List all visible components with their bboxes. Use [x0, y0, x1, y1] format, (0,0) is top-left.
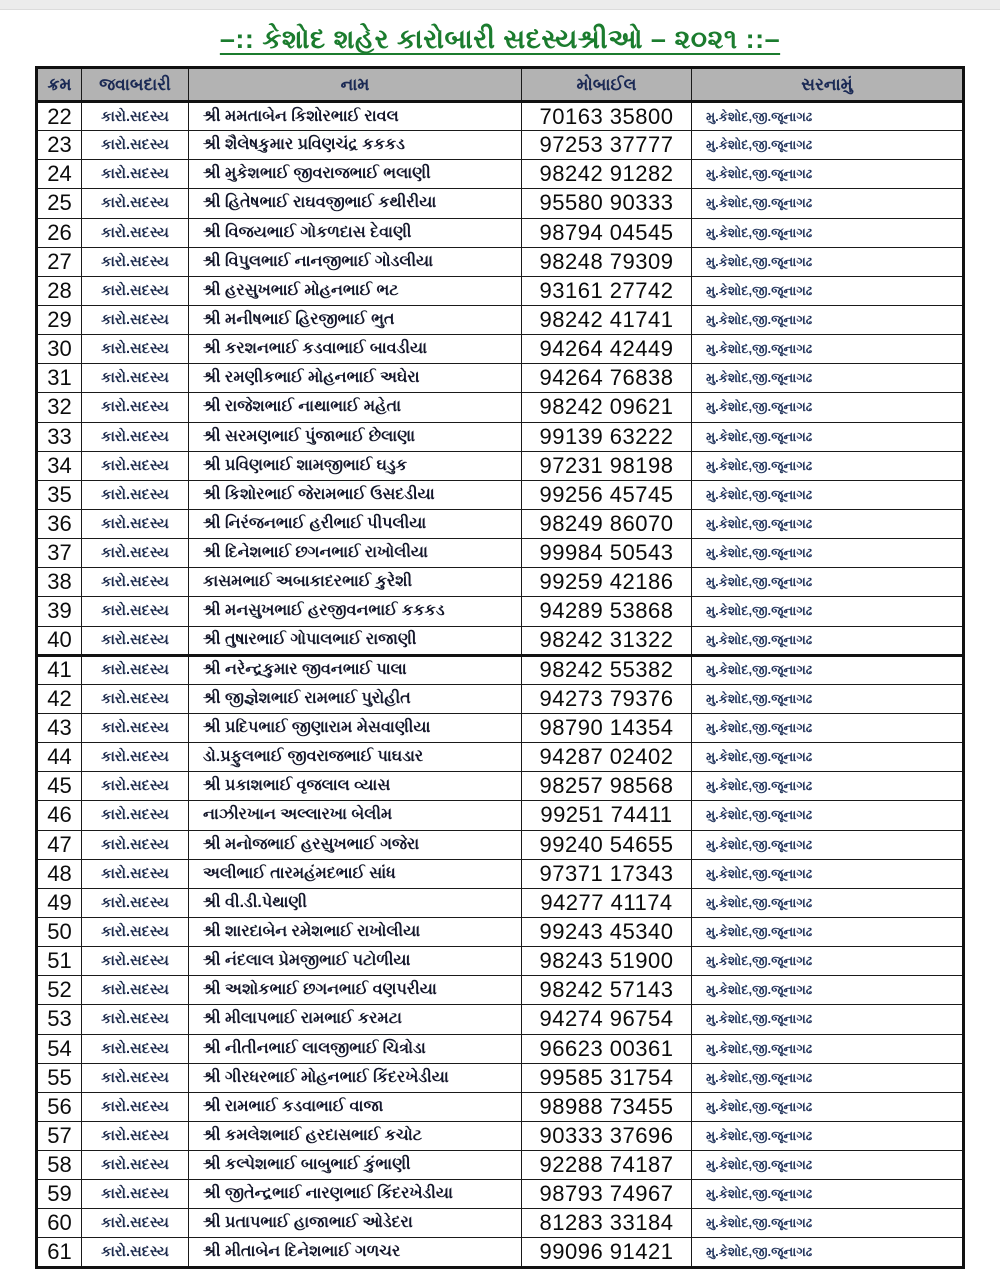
responsibility-cell: કારો.સદસ્ય — [82, 1034, 189, 1063]
table-row — [37, 1238, 964, 1267]
responsibility-cell: કારો.સદસ્ય — [82, 305, 189, 334]
address-cell: મુ.કેશોદ,જી.જૂનાગઢ — [692, 597, 964, 626]
table-row — [37, 1034, 964, 1063]
serial-number-cell: 42 — [37, 684, 82, 713]
member-name-cell: શ્રી શારદાબેન રમેશભાઈ રાખોલીયા — [189, 917, 522, 946]
mobile-number-cell: 94264 76838 — [522, 364, 692, 393]
mobile-number-cell: 90333 37696 — [522, 1121, 692, 1150]
member-name-cell: શ્રી જીજ્ઞેશભાઈ રામભાઈ પુરોહીત — [189, 684, 522, 713]
member-name-cell: શ્રી શૈલેષકુમાર પ્રવિણચંદ્ર કકકડ — [189, 131, 522, 160]
table-row — [37, 335, 964, 364]
address-cell: મુ.કેશોદ,જી.જૂનાગઢ — [692, 276, 964, 305]
serial-number-cell: 27 — [37, 247, 82, 276]
mobile-number-cell: 99259 42186 — [522, 568, 692, 597]
serial-number-cell: 56 — [37, 1092, 82, 1121]
responsibility-cell: કારો.સદસ્ય — [82, 1121, 189, 1150]
table-row — [37, 1092, 964, 1121]
serial-number-cell: 32 — [37, 393, 82, 422]
mobile-number-cell: 98790 14354 — [522, 713, 692, 742]
member-name-cell: શ્રી કમલેશભાઈ હરદાસભાઈ કચોટ — [189, 1121, 522, 1150]
serial-number-cell: 48 — [37, 859, 82, 888]
table-row — [37, 713, 964, 742]
table-row — [37, 1063, 964, 1092]
responsibility-cell: કારો.સદસ્ય — [82, 335, 189, 364]
mobile-number-cell: 98257 98568 — [522, 772, 692, 801]
mobile-number-cell: 98794 04545 — [522, 218, 692, 247]
serial-number-cell: 58 — [37, 1151, 82, 1180]
mobile-number-cell: 99096 91421 — [522, 1238, 692, 1267]
table-row — [37, 422, 964, 451]
members-table — [35, 66, 965, 1269]
member-name-cell: શ્રી મુકેશભાઈ જીવરાજભાઈ ભલાણી — [189, 160, 522, 189]
member-name-cell: શ્રી મીતાબેન દિનેશભાઈ ગળચર — [189, 1238, 522, 1267]
address-cell: મુ.કેશોદ,જી.જૂનાગઢ — [692, 480, 964, 509]
responsibility-cell: કારો.સદસ્ય — [82, 189, 189, 218]
serial-number-cell: 53 — [37, 1005, 82, 1034]
responsibility-cell: કારો.સદસ્ય — [82, 451, 189, 480]
member-name-cell: શ્રી કલ્પેશભાઈ બાબુભાઈ કુંભાણી — [189, 1151, 522, 1180]
address-cell: મુ.કેશોદ,જી.જૂનાગઢ — [692, 1092, 964, 1121]
mobile-number-cell: 98249 86070 — [522, 509, 692, 538]
table-row — [37, 1209, 964, 1238]
address-cell: મુ.કેશોદ,જી.જૂનાગઢ — [692, 1238, 964, 1267]
mobile-number-cell: 98242 09621 — [522, 393, 692, 422]
responsibility-cell: કારો.સદસ્ય — [82, 1151, 189, 1180]
address-cell: મુ.કેશોદ,જી.જૂનાગઢ — [692, 393, 964, 422]
table-row — [37, 102, 964, 131]
member-name-cell: અલીભાઈ તારમહંમદભાઈ સાંધ — [189, 859, 522, 888]
member-name-cell: શ્રી અશોકભાઈ છગનભાઈ વણપરીયા — [189, 976, 522, 1005]
table-row — [37, 393, 964, 422]
serial-number-cell: 34 — [37, 451, 82, 480]
responsibility-cell: કારો.સદસ્ય — [82, 247, 189, 276]
responsibility-cell: કારો.સદસ્ય — [82, 830, 189, 859]
address-cell: મુ.કેશોદ,જી.જૂનાગઢ — [692, 655, 964, 684]
mobile-number-cell: 98242 57143 — [522, 976, 692, 1005]
member-name-cell: શ્રી મમતાબેન કિશોરભાઈ રાવલ — [189, 102, 522, 131]
address-cell: મુ.કેશોદ,જી.જૂનાગઢ — [692, 976, 964, 1005]
serial-number-cell: 55 — [37, 1063, 82, 1092]
member-name-cell: ડો.પ્રફુલભાઈ જીવરાજભાઈ પાઘડાર — [189, 743, 522, 772]
member-name-cell: શ્રી નીતીનભાઈ લાલજીભાઈ ચિત્રોડા — [189, 1034, 522, 1063]
mobile-number-cell: 99243 45340 — [522, 917, 692, 946]
serial-number-cell: 41 — [37, 655, 82, 684]
member-name-cell: શ્રી વિપુલભાઈ નાનજીભાઈ ગોડલીયા — [189, 247, 522, 276]
member-name-cell: શ્રી રાજેશભાઈ નાથાભાઈ મહેતા — [189, 393, 522, 422]
responsibility-cell: કારો.સદસ્ય — [82, 947, 189, 976]
mobile-number-cell: 99240 54655 — [522, 830, 692, 859]
serial-number-cell: 44 — [37, 743, 82, 772]
mobile-number-cell: 98242 55382 — [522, 655, 692, 684]
responsibility-cell: કારો.સદસ્ય — [82, 539, 189, 568]
address-cell: મુ.કેશોદ,જી.જૂનાગઢ — [692, 1121, 964, 1150]
mobile-number-cell: 92288 74187 — [522, 1151, 692, 1180]
serial-number-cell: 30 — [37, 335, 82, 364]
address-cell: મુ.કેશોદ,જી.જૂનાગઢ — [692, 335, 964, 364]
address-cell: મુ.કેશોદ,જી.જૂનાગઢ — [692, 568, 964, 597]
member-name-cell: શ્રી રમણીકભાઈ મોહનભાઈ અઘેરા — [189, 364, 522, 393]
serial-number-cell: 26 — [37, 218, 82, 247]
address-cell: મુ.કેશોદ,જી.જૂનાગઢ — [692, 1209, 964, 1238]
table-row — [37, 276, 964, 305]
address-cell: મુ.કેશોદ,જી.જૂનાગઢ — [692, 743, 964, 772]
header-name: નામ — [189, 68, 522, 102]
table-row — [37, 626, 964, 655]
table-row — [37, 743, 964, 772]
address-cell: મુ.કેશોદ,જી.જૂનાગઢ — [692, 364, 964, 393]
header-responsibility: જવાબદારી — [82, 68, 189, 102]
member-name-cell: શ્રી પ્રકાશભાઈ વૃજલાલ વ્યાસ — [189, 772, 522, 801]
header-mobile: મોબાઈલ — [522, 68, 692, 102]
responsibility-cell: કારો.સદસ્ય — [82, 131, 189, 160]
serial-number-cell: 33 — [37, 422, 82, 451]
table-row — [37, 859, 964, 888]
mobile-number-cell: 97371 17343 — [522, 859, 692, 888]
member-name-cell: શ્રી વી.ડી.પેથાણી — [189, 888, 522, 917]
responsibility-cell: કારો.સદસ્ય — [82, 1092, 189, 1121]
window-top-strip — [0, 0, 1000, 10]
table-row — [37, 917, 964, 946]
serial-number-cell: 23 — [37, 131, 82, 160]
member-name-cell: શ્રી નિરંજનભાઈ હરીભાઈ પીપલીયા — [189, 509, 522, 538]
address-cell: મુ.કેશોદ,જી.જૂનાગઢ — [692, 422, 964, 451]
table-row — [37, 1005, 964, 1034]
serial-number-cell: 24 — [37, 160, 82, 189]
address-cell: મુ.કેશોદ,જી.જૂનાગઢ — [692, 830, 964, 859]
table-row — [37, 976, 964, 1005]
mobile-number-cell: 94287 02402 — [522, 743, 692, 772]
mobile-number-cell: 97253 37777 — [522, 131, 692, 160]
address-cell: મુ.કેશોદ,જી.જૂનાગઢ — [692, 247, 964, 276]
member-name-cell: શ્રી કિશોરભાઈ જેરામભાઈ ઉસદડીયા — [189, 480, 522, 509]
member-name-cell: શ્રી સરમણભાઈ પુંજાભાઈ છેલાણા — [189, 422, 522, 451]
responsibility-cell: કારો.સદસ્ય — [82, 1238, 189, 1267]
table-header-row — [37, 68, 964, 102]
serial-number-cell: 51 — [37, 947, 82, 976]
table-row — [37, 218, 964, 247]
table-row — [37, 830, 964, 859]
table-row — [37, 1180, 964, 1209]
responsibility-cell: કારો.સદસ્ય — [82, 743, 189, 772]
responsibility-cell: કારો.સદસ્ય — [82, 509, 189, 538]
mobile-number-cell: 98793 74967 — [522, 1180, 692, 1209]
responsibility-cell: કારો.સદસ્ય — [82, 888, 189, 917]
serial-number-cell: 57 — [37, 1121, 82, 1150]
table-row — [37, 539, 964, 568]
responsibility-cell: કારો.સદસ્ય — [82, 655, 189, 684]
member-name-cell: નાઝીરખાન અલ્લારખા બેલીમ — [189, 801, 522, 830]
mobile-number-cell: 81283 33184 — [522, 1209, 692, 1238]
mobile-number-cell: 99139 63222 — [522, 422, 692, 451]
address-cell: મુ.કેશોદ,જી.જૂનાગઢ — [692, 772, 964, 801]
serial-number-cell: 59 — [37, 1180, 82, 1209]
table-row — [37, 160, 964, 189]
mobile-number-cell: 95580 90333 — [522, 189, 692, 218]
address-cell: મુ.કેશોદ,જી.જૂનાગઢ — [692, 509, 964, 538]
table-row — [37, 189, 964, 218]
address-cell: મુ.કેશોદ,જી.જૂનાગઢ — [692, 539, 964, 568]
address-cell: મુ.કેશોદ,જી.જૂનાગઢ — [692, 160, 964, 189]
address-cell: મુ.કેશોદ,જી.જૂનાગઢ — [692, 218, 964, 247]
member-name-cell: શ્રી પ્રતાપભાઈ હાજાભાઈ ઓડેદરા — [189, 1209, 522, 1238]
mobile-number-cell: 97231 98198 — [522, 451, 692, 480]
responsibility-cell: કારો.સદસ્ય — [82, 597, 189, 626]
address-cell: મુ.કેશોદ,જી.જૂનાગઢ — [692, 1180, 964, 1209]
address-cell: મુ.કેશોદ,જી.જૂનાગઢ — [692, 859, 964, 888]
address-cell: મુ.કેશોદ,જી.જૂનાગઢ — [692, 626, 964, 655]
member-name-cell: શ્રી મનસુખભાઈ હરજીવનભાઈ કકકડ — [189, 597, 522, 626]
member-name-cell: શ્રી કરશનભાઈ કડવાભાઈ બાવડીયા — [189, 335, 522, 364]
serial-number-cell: 50 — [37, 917, 82, 946]
member-name-cell: શ્રી જીતેન્દ્રભાઈ નારણભાઈ કિંદરખેડીયા — [189, 1180, 522, 1209]
serial-number-cell: 52 — [37, 976, 82, 1005]
table-row — [37, 480, 964, 509]
mobile-number-cell: 94264 42449 — [522, 335, 692, 364]
responsibility-cell: કારો.સદસ્ય — [82, 218, 189, 247]
serial-number-cell: 60 — [37, 1209, 82, 1238]
mobile-number-cell: 94274 96754 — [522, 1005, 692, 1034]
responsibility-cell: કારો.સદસ્ય — [82, 859, 189, 888]
mobile-number-cell: 99984 50543 — [522, 539, 692, 568]
serial-number-cell: 45 — [37, 772, 82, 801]
member-name-cell: શ્રી હરસુખભાઈ મોહનભાઈ ભટ — [189, 276, 522, 305]
serial-number-cell: 40 — [37, 626, 82, 655]
table-row — [37, 684, 964, 713]
mobile-number-cell: 98242 41741 — [522, 305, 692, 334]
member-name-cell: શ્રી ગીરધરભાઈ મોહનભાઈ કિંદરખેડીયા — [189, 1063, 522, 1092]
table-row — [37, 888, 964, 917]
responsibility-cell: કારો.સદસ્ય — [82, 480, 189, 509]
table-row — [37, 1121, 964, 1150]
mobile-number-cell: 94289 53868 — [522, 597, 692, 626]
serial-number-cell: 28 — [37, 276, 82, 305]
serial-number-cell: 49 — [37, 888, 82, 917]
mobile-number-cell: 99256 45745 — [522, 480, 692, 509]
member-name-cell: શ્રી દિનેશભાઈ છગનભાઈ રાખોલીયા — [189, 539, 522, 568]
table-row — [37, 655, 964, 684]
member-name-cell: શ્રી નરેન્દ્રકુમાર જીવનભાઈ પાલા — [189, 655, 522, 684]
address-cell: મુ.કેશોદ,જી.જૂનાગઢ — [692, 1005, 964, 1034]
address-cell: મુ.કેશોદ,જી.જૂનાગઢ — [692, 451, 964, 480]
responsibility-cell: કારો.સદસ્ય — [82, 626, 189, 655]
mobile-number-cell: 98242 91282 — [522, 160, 692, 189]
responsibility-cell: કારો.સદસ્ય — [82, 102, 189, 131]
table-row — [37, 364, 964, 393]
serial-number-cell: 31 — [37, 364, 82, 393]
mobile-number-cell: 70163 35800 — [522, 102, 692, 131]
address-cell: મુ.કેશોદ,જી.જૂનાગઢ — [692, 801, 964, 830]
responsibility-cell: કારો.સદસ્ય — [82, 772, 189, 801]
member-name-cell: શ્રી મીલાપભાઈ રામભાઈ કરમટા — [189, 1005, 522, 1034]
responsibility-cell: કારો.સદસ્ય — [82, 801, 189, 830]
header-serial: ક્રમ — [37, 68, 82, 102]
table-row — [37, 305, 964, 334]
address-cell: મુ.કેશોદ,જી.જૂનાગઢ — [692, 947, 964, 976]
table-row — [37, 772, 964, 801]
member-name-cell: કાસમભાઈ અબાકાદરભાઈ કુરેશી — [189, 568, 522, 597]
address-cell: મુ.કેશોદ,જી.જૂનાગઢ — [692, 131, 964, 160]
mobile-number-cell: 99251 74411 — [522, 801, 692, 830]
address-cell: મુ.કેશોદ,જી.જૂનાગઢ — [692, 917, 964, 946]
responsibility-cell: કારો.સદસ્ય — [82, 976, 189, 1005]
serial-number-cell: 35 — [37, 480, 82, 509]
serial-number-cell: 38 — [37, 568, 82, 597]
mobile-number-cell: 98242 31322 — [522, 626, 692, 655]
address-cell: મુ.કેશોદ,જી.જૂનાગઢ — [692, 713, 964, 742]
table-row — [37, 947, 964, 976]
address-cell: મુ.કેશોદ,જી.જૂનાગઢ — [692, 684, 964, 713]
serial-number-cell: 29 — [37, 305, 82, 334]
mobile-number-cell: 98248 79309 — [522, 247, 692, 276]
member-name-cell: શ્રી હિતેષભાઈ રાઘવજીભાઈ કથીરીયા — [189, 189, 522, 218]
responsibility-cell: કારો.સદસ્ય — [82, 160, 189, 189]
table-row — [37, 451, 964, 480]
page-title: –:: કેશોદ શહેર કારોબારી સદસ્યશ્રીઓ – ૨૦૨૧ ::– — [219, 24, 781, 54]
serial-number-cell: 46 — [37, 801, 82, 830]
member-name-cell: શ્રી રામભાઈ કડવાભાઈ વાજા — [189, 1092, 522, 1121]
responsibility-cell: કારો.સદસ્ય — [82, 393, 189, 422]
mobile-number-cell: 93161 27742 — [522, 276, 692, 305]
member-name-cell: શ્રી પ્રદિપભાઈ જીણારામ મેસવાણીયા — [189, 713, 522, 742]
member-name-cell: શ્રી તુષારભાઈ ગોપાલભાઈ રાજાણી — [189, 626, 522, 655]
responsibility-cell: કારો.સદસ્ય — [82, 1180, 189, 1209]
table-row — [37, 568, 964, 597]
table-row — [37, 247, 964, 276]
member-name-cell: શ્રી વિજયભાઈ ગોકળદાસ દેવાણી — [189, 218, 522, 247]
mobile-number-cell: 96623 00361 — [522, 1034, 692, 1063]
serial-number-cell: 61 — [37, 1238, 82, 1267]
address-cell: મુ.કેશોદ,જી.જૂનાગઢ — [692, 888, 964, 917]
serial-number-cell: 43 — [37, 713, 82, 742]
member-name-cell: શ્રી મનીષભાઈ હિરજીભાઈ ભુત — [189, 305, 522, 334]
table-row — [37, 509, 964, 538]
responsibility-cell: કારો.સદસ્ય — [82, 568, 189, 597]
address-cell: મુ.કેશોદ,જી.જૂનાગઢ — [692, 189, 964, 218]
serial-number-cell: 39 — [37, 597, 82, 626]
mobile-number-cell: 99585 31754 — [522, 1063, 692, 1092]
address-cell: મુ.કેશોદ,જી.જૂનાગઢ — [692, 305, 964, 334]
responsibility-cell: કારો.સદસ્ય — [82, 917, 189, 946]
header-address: સરનામું — [692, 68, 964, 102]
member-name-cell: શ્રી મનોજભાઈ હરસુખભાઈ ગજેરા — [189, 830, 522, 859]
serial-number-cell: 54 — [37, 1034, 82, 1063]
table-row — [37, 801, 964, 830]
member-name-cell: શ્રી પ્રવિણભાઈ શામજીભાઈ ઘડુક — [189, 451, 522, 480]
serial-number-cell: 47 — [37, 830, 82, 859]
serial-number-cell: 22 — [37, 102, 82, 131]
responsibility-cell: કારો.સદસ્ય — [82, 713, 189, 742]
responsibility-cell: કારો.સદસ્ય — [82, 276, 189, 305]
serial-number-cell: 36 — [37, 509, 82, 538]
mobile-number-cell: 94277 41174 — [522, 888, 692, 917]
mobile-number-cell: 98988 73455 — [522, 1092, 692, 1121]
responsibility-cell: કારો.સદસ્ય — [82, 1005, 189, 1034]
address-cell: મુ.કેશોદ,જી.જૂનાગઢ — [692, 1151, 964, 1180]
mobile-number-cell: 98243 51900 — [522, 947, 692, 976]
table-row — [37, 131, 964, 160]
member-name-cell: શ્રી નંદલાલ પ્રેમજીભાઈ પટોળીયા — [189, 947, 522, 976]
table-row — [37, 1151, 964, 1180]
table-row — [37, 597, 964, 626]
responsibility-cell: કારો.સદસ્ય — [82, 1063, 189, 1092]
responsibility-cell: કારો.સદસ્ય — [82, 422, 189, 451]
address-cell: મુ.કેશોદ,જી.જૂનાગઢ — [692, 102, 964, 131]
serial-number-cell: 37 — [37, 539, 82, 568]
responsibility-cell: કારો.સદસ્ય — [82, 684, 189, 713]
address-cell: મુ.કેશોદ,જી.જૂનાગઢ — [692, 1034, 964, 1063]
serial-number-cell: 25 — [37, 189, 82, 218]
mobile-number-cell: 94273 79376 — [522, 684, 692, 713]
address-cell: મુ.કેશોદ,જી.જૂનાગઢ — [692, 1063, 964, 1092]
responsibility-cell: કારો.સદસ્ય — [82, 1209, 189, 1238]
responsibility-cell: કારો.સદસ્ય — [82, 364, 189, 393]
